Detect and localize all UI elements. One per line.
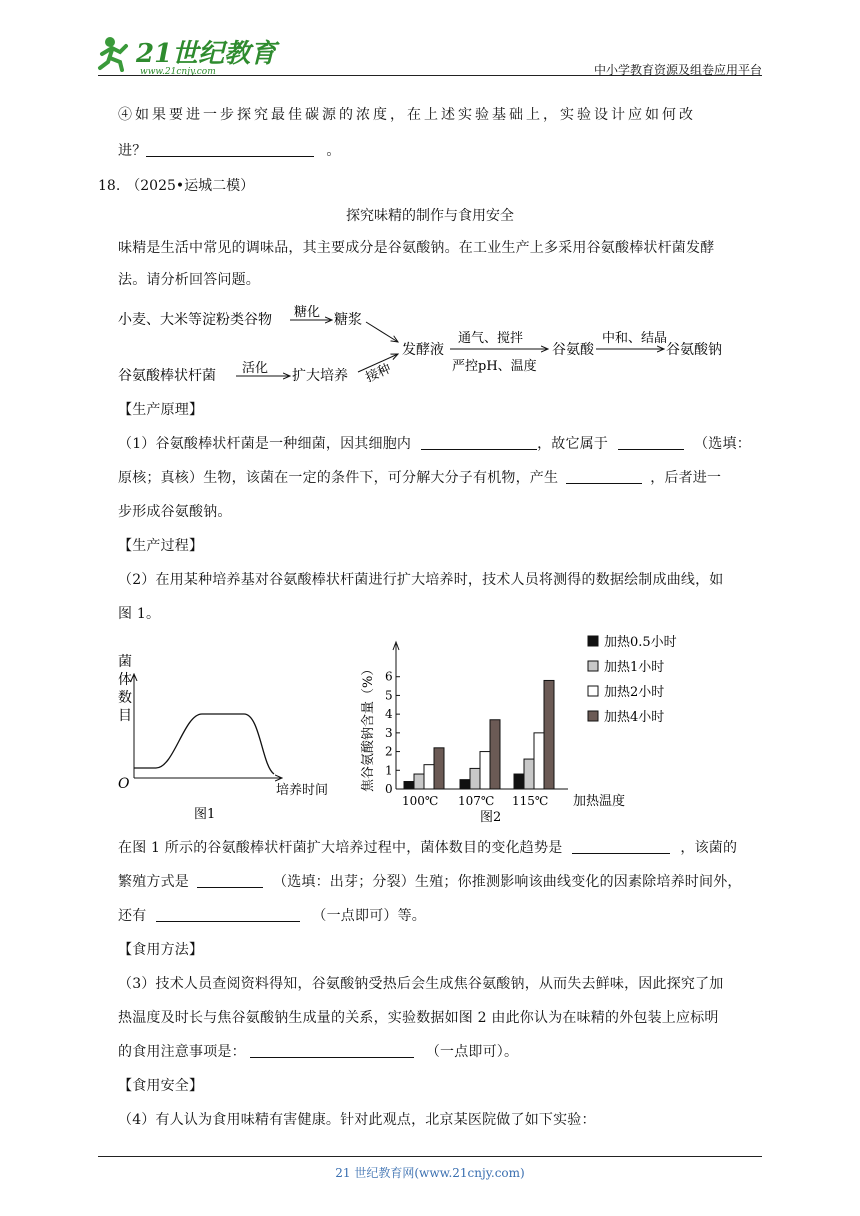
q18-header bbox=[98, 176, 254, 196]
footer-divider bbox=[98, 1156, 762, 1157]
fig2-ytick-label: 4 bbox=[385, 707, 393, 722]
fig1-caption: 图1 bbox=[194, 807, 216, 822]
fig1-curve bbox=[134, 714, 274, 774]
q17-item4-line1: ④如果要进一步探究最佳碳源的浓度，在上述实验基础上，实验设计应如何改 bbox=[118, 107, 696, 123]
section-safety: 【食用安全】 bbox=[118, 1078, 204, 1094]
fig2-legend-label: 加热0.5小时 bbox=[604, 635, 677, 650]
fig2-bar bbox=[544, 680, 554, 789]
fig1-ylabel-4: 目 bbox=[118, 708, 132, 724]
flow-arrow-syrup bbox=[366, 322, 398, 342]
fig2-bar bbox=[424, 765, 434, 789]
fig1-origin: O bbox=[118, 776, 130, 792]
flow-neutralize-label: 中和、结晶 bbox=[602, 331, 668, 346]
q18-p2-line1: （2）在用某种培养基对谷氨酸棒状杆菌进行扩大培养时，技术人员将测得的数据绘制成曲线，如 bbox=[118, 572, 724, 588]
fig2-bar bbox=[404, 782, 414, 789]
logo-url: www.21cnjy.com bbox=[140, 67, 216, 77]
runner-icon bbox=[100, 37, 126, 70]
q18-p4: （4）有人认为食用味精有害健康。针对此观点，北京某医院做了如下实验： bbox=[118, 1112, 596, 1128]
fig2-bar bbox=[490, 720, 500, 789]
flow-saccharify-label: 糖化 bbox=[294, 305, 321, 320]
fig2-bar bbox=[434, 748, 444, 789]
production-flow-diagram bbox=[112, 298, 752, 392]
flow-expand: 扩大培养 bbox=[292, 368, 348, 384]
fig2-bar bbox=[534, 733, 544, 789]
fig2-category-label: 115℃ bbox=[512, 794, 549, 808]
q18-p3-line1: （3）技术人员查阅资料得知，谷氨酸钠受热后会生成焦谷氨酸钠，从而失去鲜味，因此探究了加 bbox=[118, 976, 724, 992]
q18-p1-line1: （1）谷氨酸棒状杆菌是一种细菌，因其细胞内 ，故它属于 （选填： bbox=[118, 436, 751, 452]
question-number: 18. bbox=[98, 178, 121, 194]
section-process: 【生产过程】 bbox=[118, 538, 204, 554]
platform-name: 中小学教育资源及组卷应用平台 bbox=[593, 63, 762, 77]
q18-p2-line3: 在图 1 所示的谷氨酸棒状杆菌扩大培养过程中，菌体数目的变化趋势是 ，该菌的 bbox=[118, 840, 738, 856]
q18-p1-line2: 原核；真核）生物，该菌在一定的条件下，可分解大分子有机物，产生 ，后者进一 bbox=[118, 470, 722, 486]
q18-title: 探究味精的制作与食用安全 bbox=[346, 208, 514, 224]
fig2-bar bbox=[480, 752, 490, 789]
fig2-category-label: 107℃ bbox=[458, 794, 495, 808]
answer-blank-2a[interactable] bbox=[572, 839, 670, 854]
fig2-category-label: 100℃ bbox=[402, 794, 439, 808]
fig1-ylabel-3: 数 bbox=[118, 690, 132, 706]
fig2-legend-swatch bbox=[588, 711, 598, 721]
flow-acid: 谷氨酸 bbox=[552, 342, 594, 358]
flow-msg: 谷氨酸钠 bbox=[666, 342, 722, 358]
fig2-ytick-label: 6 bbox=[385, 669, 393, 684]
fig2-legend-label: 加热4小时 bbox=[604, 710, 665, 725]
q18-p2-line2: 图 1。 bbox=[118, 606, 161, 622]
answer-blank-3[interactable] bbox=[250, 1043, 414, 1058]
q18-intro-line1: 味精是生活中常见的调味品，其主要成分是谷氨酸钠。在工业生产上多采用谷氨酸棒状杆菌发酵 bbox=[118, 240, 715, 256]
fig1-ylabel-2: 体 bbox=[118, 672, 132, 688]
fig2-bar bbox=[470, 768, 480, 789]
fig2-bar bbox=[524, 759, 534, 789]
footer-text: 21 世纪教育网(www.21cnjy.com) bbox=[335, 1166, 525, 1180]
fig1-ylabel-1: 菌 bbox=[118, 654, 132, 670]
flow-grain: 小麦、大米等淀粉类谷物 bbox=[118, 312, 272, 328]
q18-p2-line4: 繁殖方式是 （选填：出芽；分裂）生殖；你推测影响该曲线变化的因素除培养时间外， bbox=[118, 874, 742, 890]
section-method: 【食用方法】 bbox=[118, 942, 204, 958]
fig1-xlabel: 培养时间 bbox=[276, 783, 329, 798]
fig2-ytick-label: 0 bbox=[385, 782, 393, 796]
answer-blank-2c[interactable] bbox=[156, 907, 300, 922]
fig2-legend-swatch bbox=[588, 636, 598, 646]
fig2-ylabel: 焦谷氨酸钠含量（%） bbox=[361, 662, 376, 792]
section-principle: 【生产原理】 bbox=[118, 402, 204, 418]
fig2-ytick-label: 5 bbox=[385, 688, 393, 703]
q18-p2-line5: 还有 （一点即可）等。 bbox=[118, 908, 427, 924]
flow-activate-label: 活化 bbox=[242, 361, 269, 376]
answer-blank-1b[interactable] bbox=[618, 435, 684, 450]
flow-aerate-label: 通气、搅拌 bbox=[458, 331, 524, 346]
q18-p3-line3: 的食用注意事项是： （一点即可）。 bbox=[118, 1044, 519, 1060]
q17-item4-line2: 进？ 。 bbox=[118, 143, 341, 159]
q18-p3-line2: 热温度及时长与焦谷氨酸钠生成量的关系，实验数据如图 2 由此你认为在味精的外包装上应标明 bbox=[118, 1010, 719, 1026]
flow-control-label: 严控pH、温度 bbox=[452, 359, 537, 374]
fig2-bar bbox=[514, 774, 524, 789]
answer-blank-1c[interactable] bbox=[566, 469, 642, 484]
fig2-ytick-label: 2 bbox=[385, 744, 393, 759]
fig2-bar bbox=[414, 774, 424, 789]
fig2-legend-swatch bbox=[588, 661, 598, 671]
figure-2-bar-chart bbox=[350, 628, 700, 826]
flow-inoculate-label: 接种 bbox=[363, 361, 394, 386]
site-logo bbox=[96, 32, 277, 77]
answer-blank-q17[interactable] bbox=[146, 142, 314, 157]
q18-intro-line2: 法。请分析回答问题。 bbox=[118, 272, 260, 288]
figure-1-growth-curve bbox=[112, 650, 342, 825]
answer-blank-2b[interactable] bbox=[197, 873, 263, 888]
fig2-bar bbox=[460, 780, 470, 789]
fig2-ytick-label: 1 bbox=[385, 763, 393, 778]
fig2-legend-swatch bbox=[588, 686, 598, 696]
q18-p1-line3: 步形成谷氨酸钠。 bbox=[118, 504, 232, 520]
answer-blank-1a[interactable] bbox=[421, 435, 537, 450]
question-source: （2025•运城二模） bbox=[126, 178, 255, 194]
flow-broth: 发酵液 bbox=[402, 342, 444, 358]
fig2-ytick-label: 3 bbox=[385, 725, 393, 740]
fig2-legend-label: 加热1小时 bbox=[604, 660, 665, 675]
flow-syrup: 糖浆 bbox=[334, 312, 362, 328]
fig2-xlabel: 加热温度 bbox=[573, 794, 626, 809]
fig2-legend-label: 加热2小时 bbox=[604, 685, 665, 700]
flow-bacteria: 谷氨酸棒状杆菌 bbox=[118, 368, 216, 384]
header-divider bbox=[98, 75, 762, 76]
logo-text: 21世纪教育 bbox=[136, 39, 277, 69]
fig2-caption: 图2 bbox=[480, 810, 502, 825]
